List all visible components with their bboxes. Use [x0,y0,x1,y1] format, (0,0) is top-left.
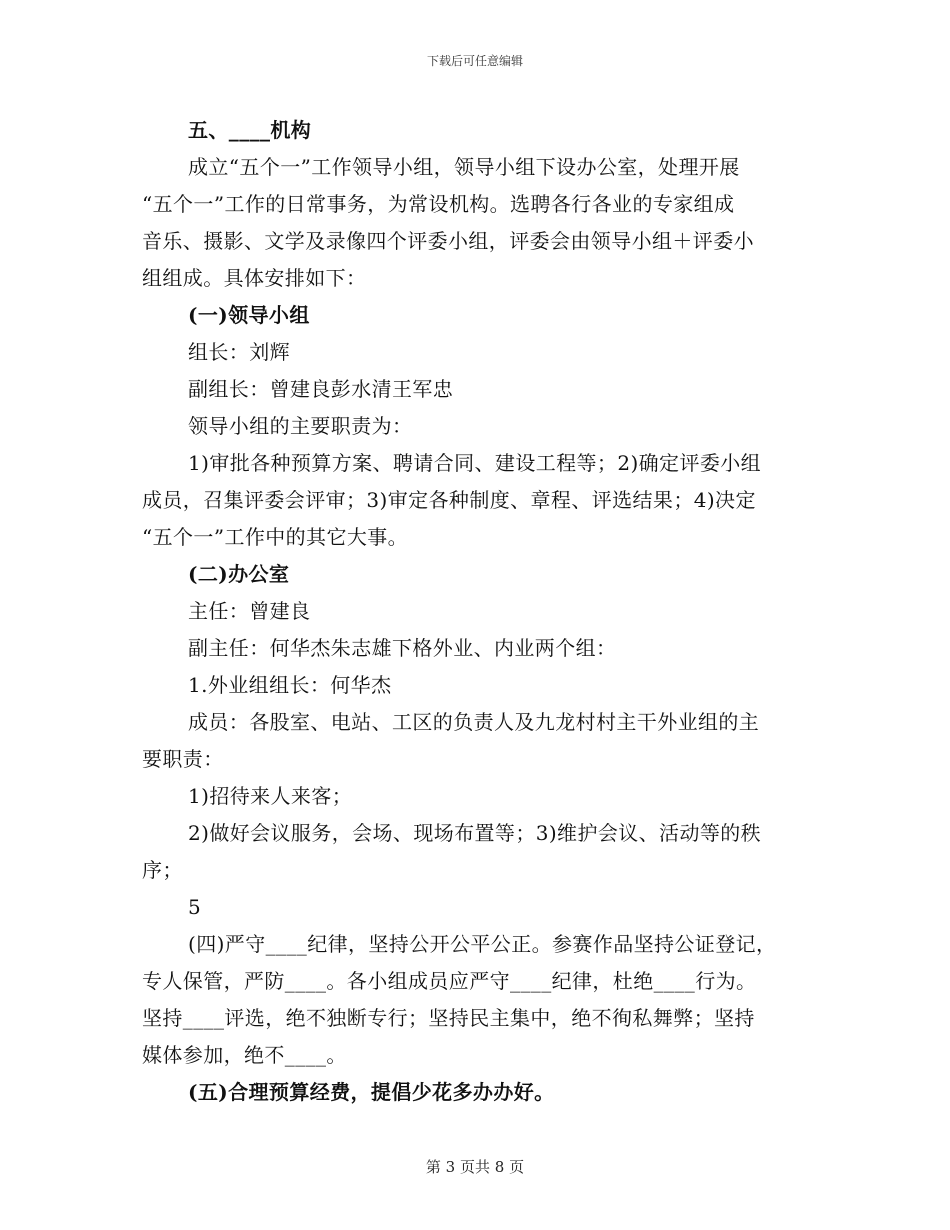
section-heading: (五)合理预算经费，提倡少花多办办好。 [188,1080,555,1104]
paragraph-line: 1)审批各种预算方案、聘请合同、建设工程等；2)确定评委小组 [188,451,762,475]
paragraph-line: 媒体参加，绝不____。 [142,1043,347,1067]
paragraph-line: 组长：刘辉 [188,340,290,364]
paragraph-line: 主任：曾建良 [188,599,311,623]
paragraph-line: (四)严守____纪律，坚持公开公平公正。参赛作品坚持公证登记， [188,932,777,956]
paragraph-line: 1)招待来人来客； [188,784,353,808]
paragraph-line: 领导小组的主要职责为： [188,414,413,438]
paragraph-line: 序； [142,858,183,882]
page-number: 第 3 页共 8 页 [425,1158,525,1176]
paragraph-line: 1.外业组组长：何华杰 [188,673,392,697]
paragraph-line: 专人保管，严防____。各小组成员应严守____纪律，杜绝____行为。 [142,969,757,993]
paragraph-line: “五个一”工作的日常事务，为常设机构。选聘各行各业的专家组成 [142,192,735,216]
document-body [142,112,810,1111]
paragraph-line: “五个一”工作中的其它大事。 [142,525,409,549]
section-heading: 五、____机构 [188,118,312,142]
paragraph-line: 2)做好会议服务，会场、现场布置等；3)维护会议、活动等的秩 [188,821,762,845]
paragraph-line: 成员，召集评委会评审；3)审定各种制度、章程、评选结果；4)决定 [142,488,756,512]
paragraph-line: 成员：各股室、电站、工区的负责人及九龙村村主干外业组的主 [188,710,760,734]
section-heading: (一)领导小组 [188,303,310,327]
paragraph-line: 坚持____评选，绝不独断专行；坚持民主集中，绝不徇私舞弊；坚持 [142,1006,755,1030]
paragraph-line: 5 [188,895,202,919]
paragraph-line: 副组长：曾建良彭水清王军忠 [188,377,454,401]
paragraph-line: 成立“五个一”工作领导小组，领导小组下设办公室，处理开展 [188,155,740,179]
page-header-note: 下载后可任意编辑 [426,54,523,68]
paragraph-line: 要职责： [142,747,224,771]
section-heading: (二)办公室 [188,562,290,586]
paragraph-line: 音乐、摄影、文学及录像四个评委小组，评委会由领导小组＋评委小 [142,229,754,253]
paragraph-line: 组组成。具体安排如下： [142,266,367,290]
paragraph-line: 副主任：何华杰朱志雄下格外业、内业两个组： [188,636,617,660]
